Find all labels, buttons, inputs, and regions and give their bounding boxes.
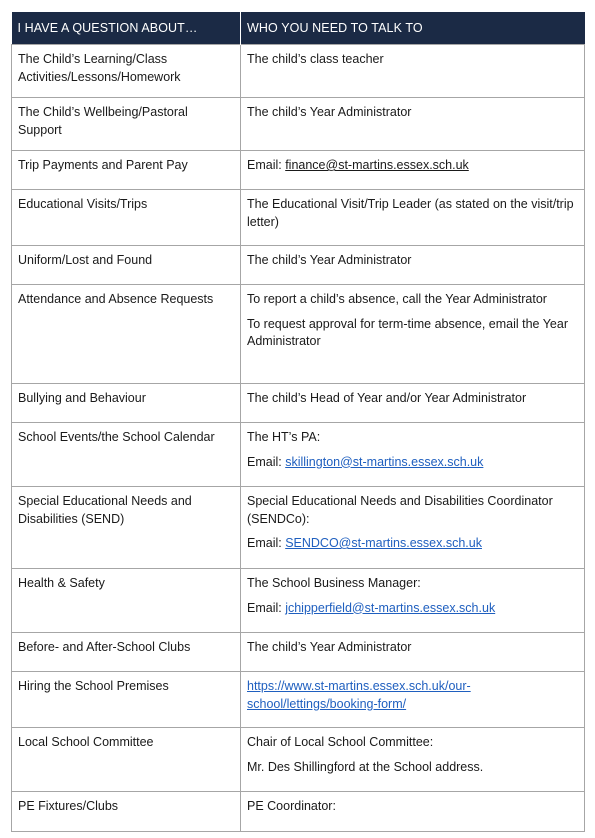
- topic-cell: Before- and After-School Clubs: [12, 633, 241, 672]
- table-row: [12, 728, 585, 792]
- sendco-email-link[interactable]: SENDCO@st-martins.essex.sch.uk: [285, 536, 482, 550]
- table-row: [12, 384, 585, 423]
- table-row: [12, 487, 585, 569]
- topic-cell: Uniform/Lost and Found: [12, 246, 241, 285]
- email-prefix: Email:: [247, 600, 286, 615]
- header-question: I HAVE A QUESTION ABOUT…: [12, 12, 241, 45]
- email-prefix: Email:: [247, 158, 286, 172]
- table-row: [12, 633, 585, 672]
- table-row: [12, 423, 585, 487]
- contact-text: Special Educational Needs and Disabilities Coordinator (SENDCo):: [247, 494, 553, 526]
- contact-text: PE Coordinator:: [247, 799, 336, 813]
- topic-cell: Hiring the School Premises: [12, 672, 241, 728]
- table-row: [12, 151, 585, 190]
- contact-text: Chair of Local School Committee:: [247, 735, 434, 749]
- table-row: [12, 792, 585, 832]
- topic-cell: Trip Payments and Parent Pay: [12, 151, 241, 190]
- topic-cell: The Child’s Wellbeing/Pastoral Support: [12, 98, 241, 151]
- contact-cell: [241, 487, 585, 569]
- business-manager-email-link[interactable]: jchipperfield@st-martins.essex.sch.uk: [285, 600, 496, 615]
- contact-text: To request approval for term-time absence, email the Year Administrator: [247, 316, 569, 348]
- header-contact: WHO YOU NEED TO TALK TO: [241, 12, 585, 45]
- contact-cell: [241, 672, 585, 728]
- contact-text: The School Business Manager:: [247, 576, 421, 590]
- contact-text: The child’s Year Administrator: [247, 253, 412, 267]
- table-row: [12, 246, 585, 285]
- topic-cell: School Events/the School Calendar: [12, 423, 241, 487]
- contact-text: The child’s Year Administrator: [247, 640, 412, 654]
- topic-cell: Bullying and Behaviour: [12, 384, 241, 423]
- table-row: [12, 672, 585, 728]
- contact-cell: [241, 423, 585, 487]
- contact-cell: [241, 384, 585, 423]
- topic-cell: PE Fixtures/Clubs: [12, 792, 241, 832]
- contact-cell: [241, 285, 585, 384]
- contact-text: Mr. Des Shillingford at the School address.: [247, 759, 484, 774]
- table-row: [12, 98, 585, 151]
- contact-cell: [241, 190, 585, 246]
- table-row: [12, 285, 585, 384]
- finance-email-link[interactable]: finance@st-martins.essex.sch.uk: [285, 158, 469, 172]
- contact-cell: [241, 569, 585, 633]
- email-prefix: Email:: [247, 454, 286, 469]
- contact-cell: [241, 633, 585, 672]
- topic-cell: Special Educational Needs and Disabilities (SEND): [12, 487, 241, 569]
- contact-cell: [241, 151, 585, 190]
- topic-cell: Health & Safety: [12, 569, 241, 633]
- contact-cell: [241, 792, 585, 832]
- contact-text: The Educational Visit/Trip Leader (as stated on the visit/trip letter): [247, 197, 574, 229]
- contact-cell: [241, 98, 585, 151]
- contact-cell: [241, 728, 585, 792]
- topic-cell: Local School Committee: [12, 728, 241, 792]
- contact-text: The child’s Year Administrator: [247, 105, 412, 119]
- contact-cell: [241, 246, 585, 285]
- table-row: [12, 569, 585, 633]
- email-prefix: Email:: [247, 536, 286, 550]
- table-header-row: [12, 12, 585, 45]
- table-row: [12, 190, 585, 246]
- ht-pa-email-link[interactable]: skillington@st-martins.essex.sch.uk: [285, 454, 484, 469]
- contact-text: The child’s Head of Year and/or Year Administrator: [247, 391, 527, 405]
- contact-cell: [241, 45, 585, 98]
- table-row: [12, 45, 585, 98]
- contact-text: To report a child’s absence, call the Year Administrator: [247, 292, 547, 306]
- topic-cell: Educational Visits/Trips: [12, 190, 241, 246]
- booking-form-link[interactable]: https://www.st-martins.essex.sch.uk/our-school/lettings/booking-form/: [247, 679, 471, 711]
- contact-text: The HT’s PA:: [247, 430, 321, 444]
- contacts-table: [11, 12, 585, 832]
- contact-text: The child’s class teacher: [247, 52, 384, 66]
- topic-cell: The Child’s Learning/Class Activities/Lessons/Homework: [12, 45, 241, 98]
- topic-cell: Attendance and Absence Requests: [12, 285, 241, 384]
